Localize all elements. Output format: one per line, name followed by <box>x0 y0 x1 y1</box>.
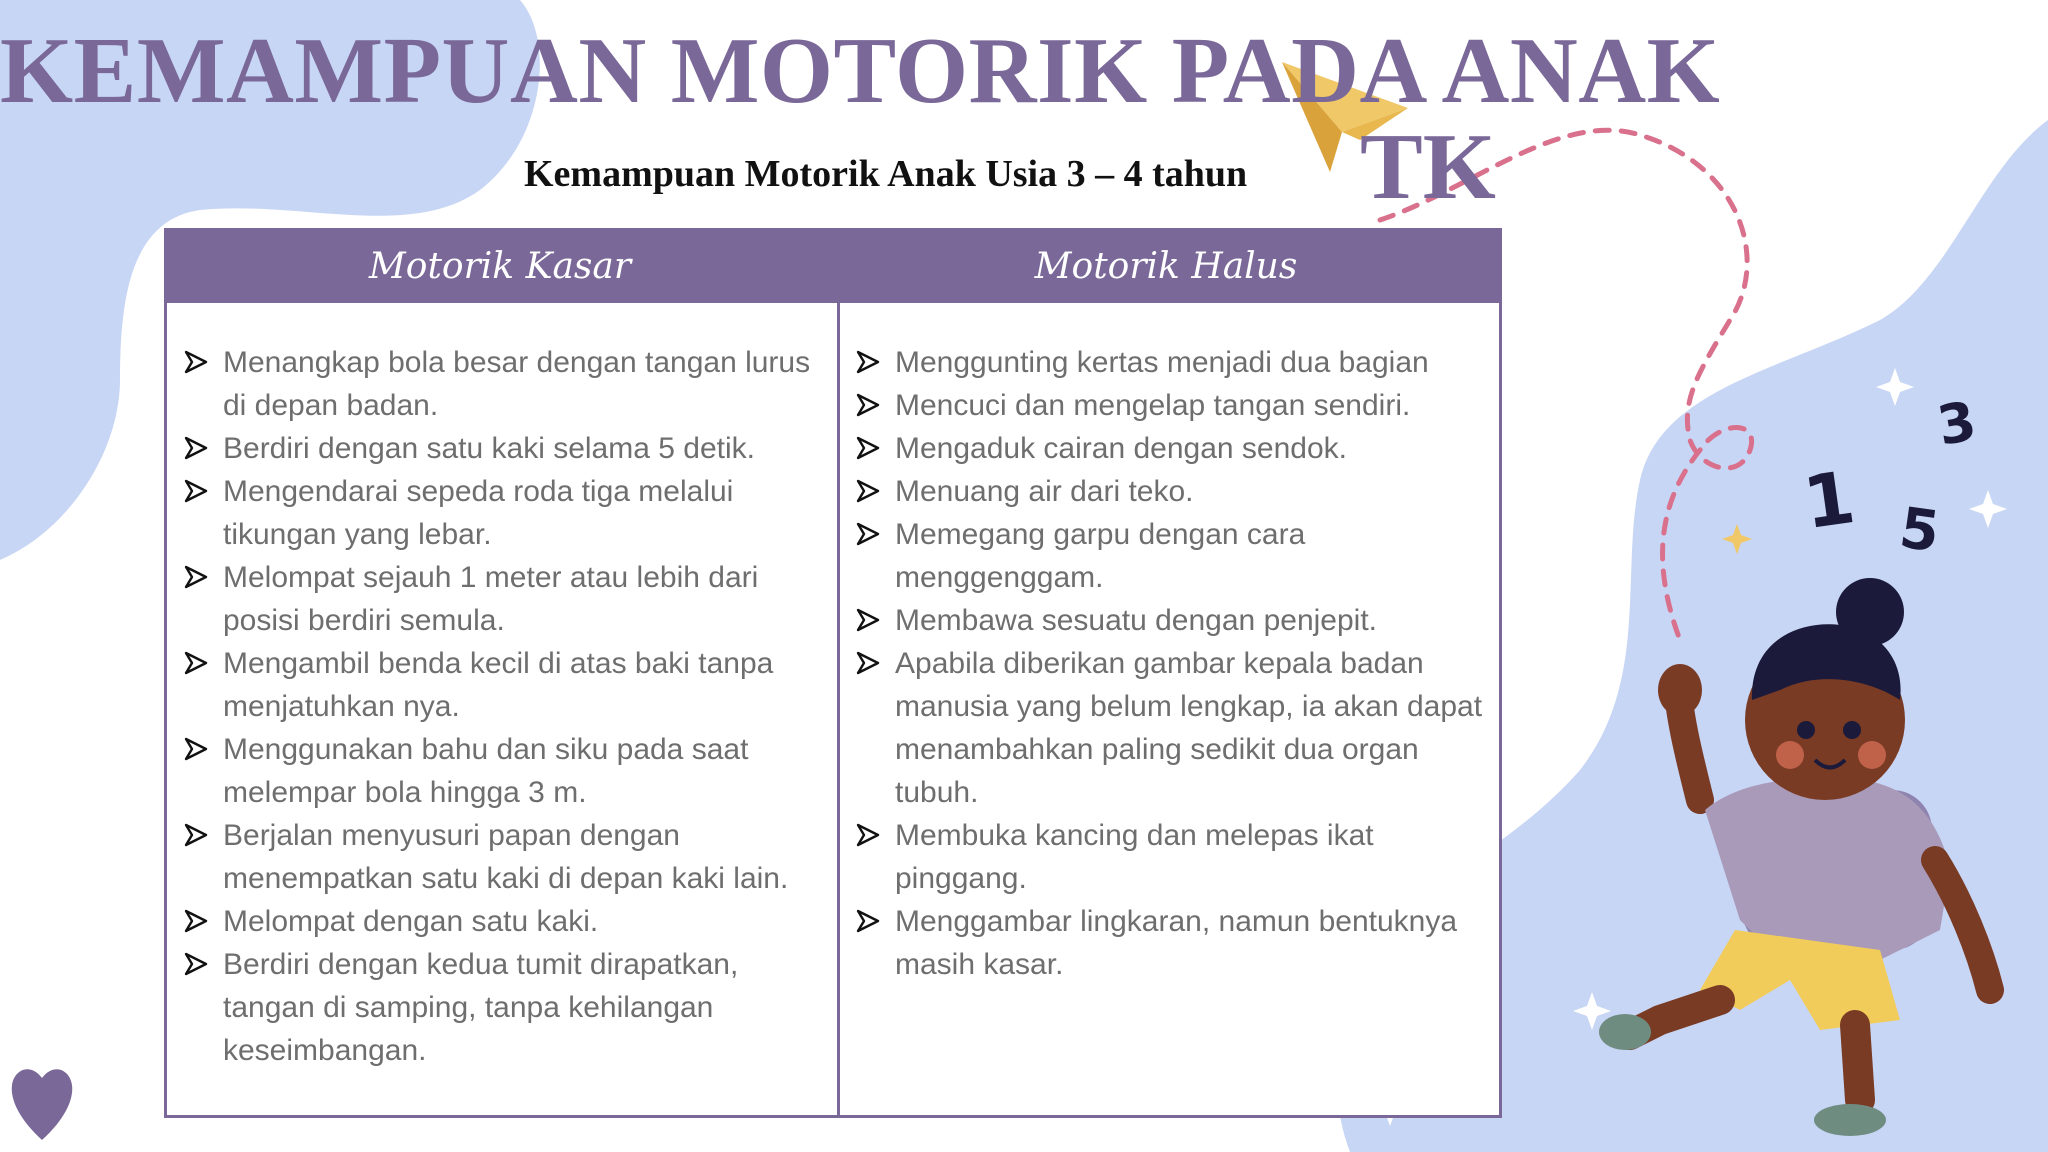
number-five: 5 <box>1895 495 1944 566</box>
list-item-text: Berdiri dengan satu kaki selama 5 detik. <box>223 432 755 465</box>
list-item <box>181 427 831 470</box>
arrow-bullet-icon <box>183 435 209 461</box>
arrow-bullet-icon <box>855 822 881 848</box>
arrow-bullet-icon <box>855 521 881 547</box>
arrow-bullet-icon <box>855 607 881 633</box>
arrow-bullet-icon <box>183 822 209 848</box>
motorik-table <box>164 228 1502 1118</box>
column-motorik-halus <box>853 341 1493 986</box>
arrow-bullet-icon <box>855 478 881 504</box>
list-item <box>853 341 1493 384</box>
list-item-text: Melompat dengan satu kaki. <box>223 905 599 938</box>
list-item <box>853 513 1493 599</box>
arrow-bullet-icon <box>183 478 209 504</box>
list-item-text: Berjalan menyusuri papan dengan menempatkan satu kaki di depan kaki lain. <box>223 819 789 895</box>
list-item-text: Mengambil benda kecil di atas baki tanpa menjatuhkan nya. <box>223 647 774 723</box>
arrow-bullet-icon <box>855 650 881 676</box>
list-item-text: Berdiri dengan kedua tumit dirapatkan, tangan di samping, tanpa kehilangan keseimbangan. <box>223 948 739 1067</box>
list-motorik-halus <box>853 341 1493 986</box>
list-item <box>853 470 1493 513</box>
list-motorik-kasar <box>181 341 831 1072</box>
list-item <box>181 556 831 642</box>
arrow-bullet-icon <box>855 908 881 934</box>
list-item <box>181 728 831 814</box>
arrow-bullet-icon <box>183 736 209 762</box>
arrow-bullet-icon <box>183 349 209 375</box>
slide-subtitle: Kemampuan Motorik Anak Usia 3 – 4 tahun <box>524 153 1248 195</box>
list-item-text: Mencuci dan mengelap tangan sendiri. <box>895 389 1411 422</box>
list-item <box>853 642 1493 814</box>
list-item <box>181 943 831 1072</box>
list-item <box>181 470 831 556</box>
list-item-text: Apabila diberikan gambar kepala badan manusia yang belum lengkap, ia akan dapat menambahkan paling sedikit dua organ tubuh. <box>895 647 1483 809</box>
slide-title: KEMAMPUAN MOTORIK PADA ANAK <box>0 19 1721 123</box>
list-item <box>853 599 1493 642</box>
list-item <box>853 900 1493 986</box>
column-divider <box>837 303 840 1118</box>
arrow-bullet-icon <box>855 435 881 461</box>
list-item-text: Menggambar lingkaran, namun bentuknya masih kasar. <box>895 905 1458 981</box>
arrow-bullet-icon <box>183 564 209 590</box>
number-three: 3 <box>1932 389 1981 458</box>
list-item <box>181 642 831 728</box>
list-item-text: Menangkap bola besar dengan tangan lurus di depan badan. <box>223 346 811 422</box>
list-item-text: Menuang air dari teko. <box>895 475 1194 508</box>
arrow-bullet-icon <box>855 392 881 418</box>
arrow-bullet-icon <box>183 650 209 676</box>
list-item <box>181 341 831 427</box>
header-motorik-kasar: Motorik Kasar <box>368 246 632 287</box>
list-item <box>853 384 1493 427</box>
list-item <box>181 900 831 943</box>
list-item-text: Melompat sejauh 1 meter atau lebih dari posisi berdiri semula. <box>223 561 759 637</box>
list-item-text: Mengendarai sepeda roda tiga melalui tikungan yang lebar. <box>223 475 734 551</box>
header-motorik-halus: Motorik Halus <box>1034 246 1298 287</box>
list-item <box>853 427 1493 470</box>
number-one: 1 <box>1798 454 1860 546</box>
slide-title-tail: TK <box>1360 115 1496 219</box>
list-item <box>853 814 1493 900</box>
table-header <box>167 231 1499 303</box>
list-item-text: Membuka kancing dan melepas ikat pinggang. <box>895 819 1374 895</box>
list-item-text: Mengaduk cairan dengan sendok. <box>895 432 1347 465</box>
arrow-bullet-icon <box>855 349 881 375</box>
list-item <box>181 814 831 900</box>
list-item-text: Menggunting kertas menjadi dua bagian <box>895 346 1429 379</box>
heart-icon <box>12 1069 73 1140</box>
column-motorik-kasar <box>181 341 831 1072</box>
arrow-bullet-icon <box>183 908 209 934</box>
arrow-bullet-icon <box>183 951 209 977</box>
list-item-text: Menggunakan bahu dan siku pada saat melempar bola hingga 3 m. <box>223 733 749 809</box>
list-item-text: Membawa sesuatu dengan penjepit. <box>895 604 1377 637</box>
list-item-text: Memegang garpu dengan cara menggenggam. <box>895 518 1306 594</box>
